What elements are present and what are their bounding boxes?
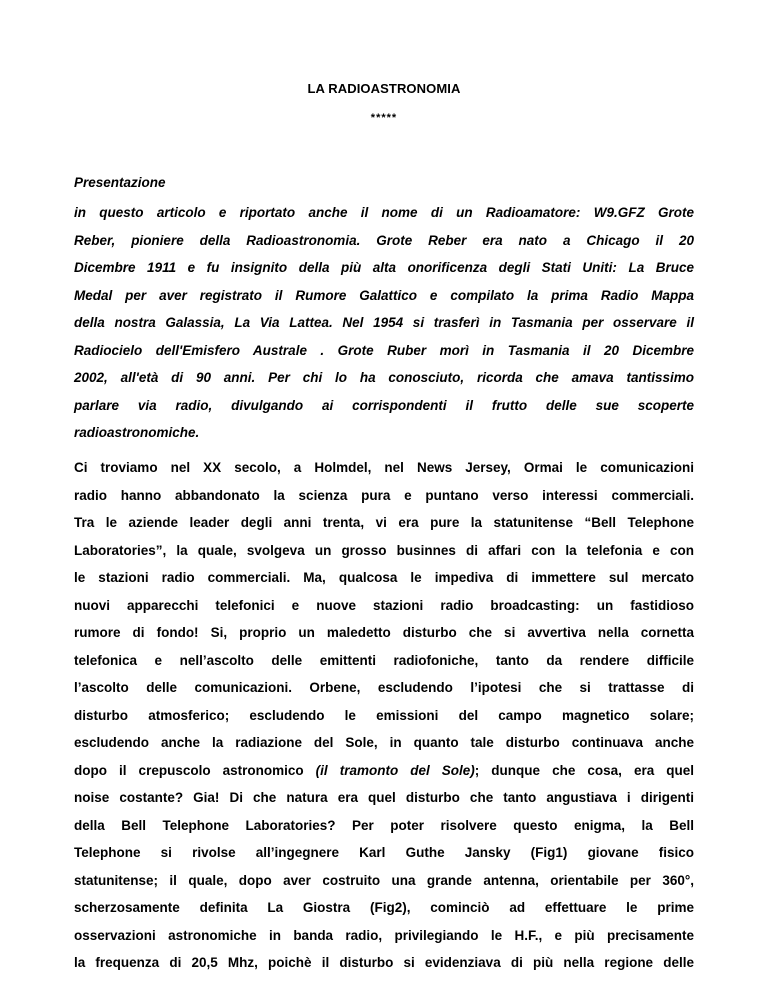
paragraph-line: l’ascolto delle comunicazioni. Orbene, escludendo l’ipotesi che si trattasse di — [74, 680, 694, 695]
paragraph-line: telefonica e nell’ascolto delle emittenti radiofoniche, tanto da rendere difficile — [74, 652, 694, 668]
section-heading: Presentazione — [74, 175, 166, 190]
paragraph-line: Medal per aver registrato il Rumore Galattico e compilato la prima Radio Mappa — [74, 287, 694, 303]
paragraph-line: scherzosamente definita La Giostra (Fig2), cominciò ad effettuare le prime — [74, 900, 694, 915]
paragraph-line: 2002, all'età di 90 anni. Per chi lo ha conosciuto, ricorda che amava tantissimo — [74, 370, 694, 385]
body-paragraph — [74, 454, 694, 977]
intro-paragraph — [74, 199, 694, 447]
paragraph-line: Laboratories”, la quale, svolgeva un grosso businnes di affari con la telefonia e con — [74, 542, 694, 558]
paragraph-line: Ci troviamo nel XX secolo, a Holmdel, nel News Jersey, Ormai le comunicazioni — [74, 460, 694, 475]
italic-phrase: (il tramonto del Sole) — [315, 762, 475, 778]
paragraph-line: parlare via radio, divulgando ai corrispondenti il frutto delle sue scoperte — [74, 397, 694, 413]
paragraph-line: le stazioni radio commerciali. Ma, qualcosa le impediva di immettere sul mercato — [74, 570, 694, 585]
paragraph-line: della Bell Telephone Laboratories? Per poter risolvere questo enigma, la Bell — [74, 817, 694, 833]
title-separator: ***** — [370, 112, 398, 124]
paragraph-line — [74, 757, 694, 785]
paragraph-line: Tra le aziende leader degli anni trenta, vi era pure la statunitense “Bell Telephone — [74, 515, 694, 530]
paragraph-line: in questo articolo e riportato anche il nome di un Radioamatore: W9.GFZ Grote — [74, 205, 694, 220]
paragraph-line: Radiocielo dell'Emisfero Australe . Grote Ruber morì in Tasmania il 20 Dicembre — [74, 342, 694, 358]
paragraph-line: noise costante? Gia! Di che natura era quel disturbo che tanto angustiava i dirigenti — [74, 790, 694, 805]
paragraph-line: la frequenza di 20,5 Mhz, poichè il disturbo si evidenziava di più nella regione delle — [74, 955, 694, 970]
paragraph-line: radioastronomiche. — [74, 425, 200, 440]
paragraph-line: della nostra Galassia, La Via Lattea. Nel 1954 si trasferì in Tasmania per osservare il — [74, 315, 694, 330]
paragraph-line: rumore di fondo! Si, proprio un maledetto disturbo che si avvertiva nella cornetta — [74, 625, 694, 640]
paragraph-line: radio hanno abbandonato la scienza pura e puntano verso interessi commerciali. — [74, 487, 694, 503]
paragraph-line: osservazioni astronomiche in banda radio, privilegiando le H.F., e più precisamente — [74, 927, 694, 943]
paragraph-line: statunitense; il quale, dopo aver costruito una grande antenna, orientabile per 360°, — [74, 872, 694, 888]
paragraph-line: disturbo atmosferico; escludendo le emissioni del campo magnetico solare; — [74, 707, 694, 723]
paragraph-line: Telephone si rivolse all’ingegnere Karl Guthe Jansky (Fig1) giovane fisico — [74, 845, 694, 860]
paragraph-line: nuovi apparecchi telefonici e nuove stazioni radio broadcasting: un fastidioso — [74, 597, 694, 613]
paragraph-line: escludendo anche la radiazione del Sole, in quanto tale disturbo continuava anche — [74, 735, 694, 750]
document-title: LA RADIOASTRONOMIA — [307, 81, 461, 96]
line-text: dopo il crepuscolo astronomico — [74, 762, 316, 778]
paragraph-line: Dicembre 1911 e fu insignito della più alta onorificenza degli Stati Uniti: La Bruce — [74, 260, 694, 275]
paragraph-line: Reber, pioniere della Radioastronomia. Grote Reber era nato a Chicago il 20 — [74, 232, 694, 248]
line-text: ; dunque che cosa, era quel — [474, 762, 694, 778]
